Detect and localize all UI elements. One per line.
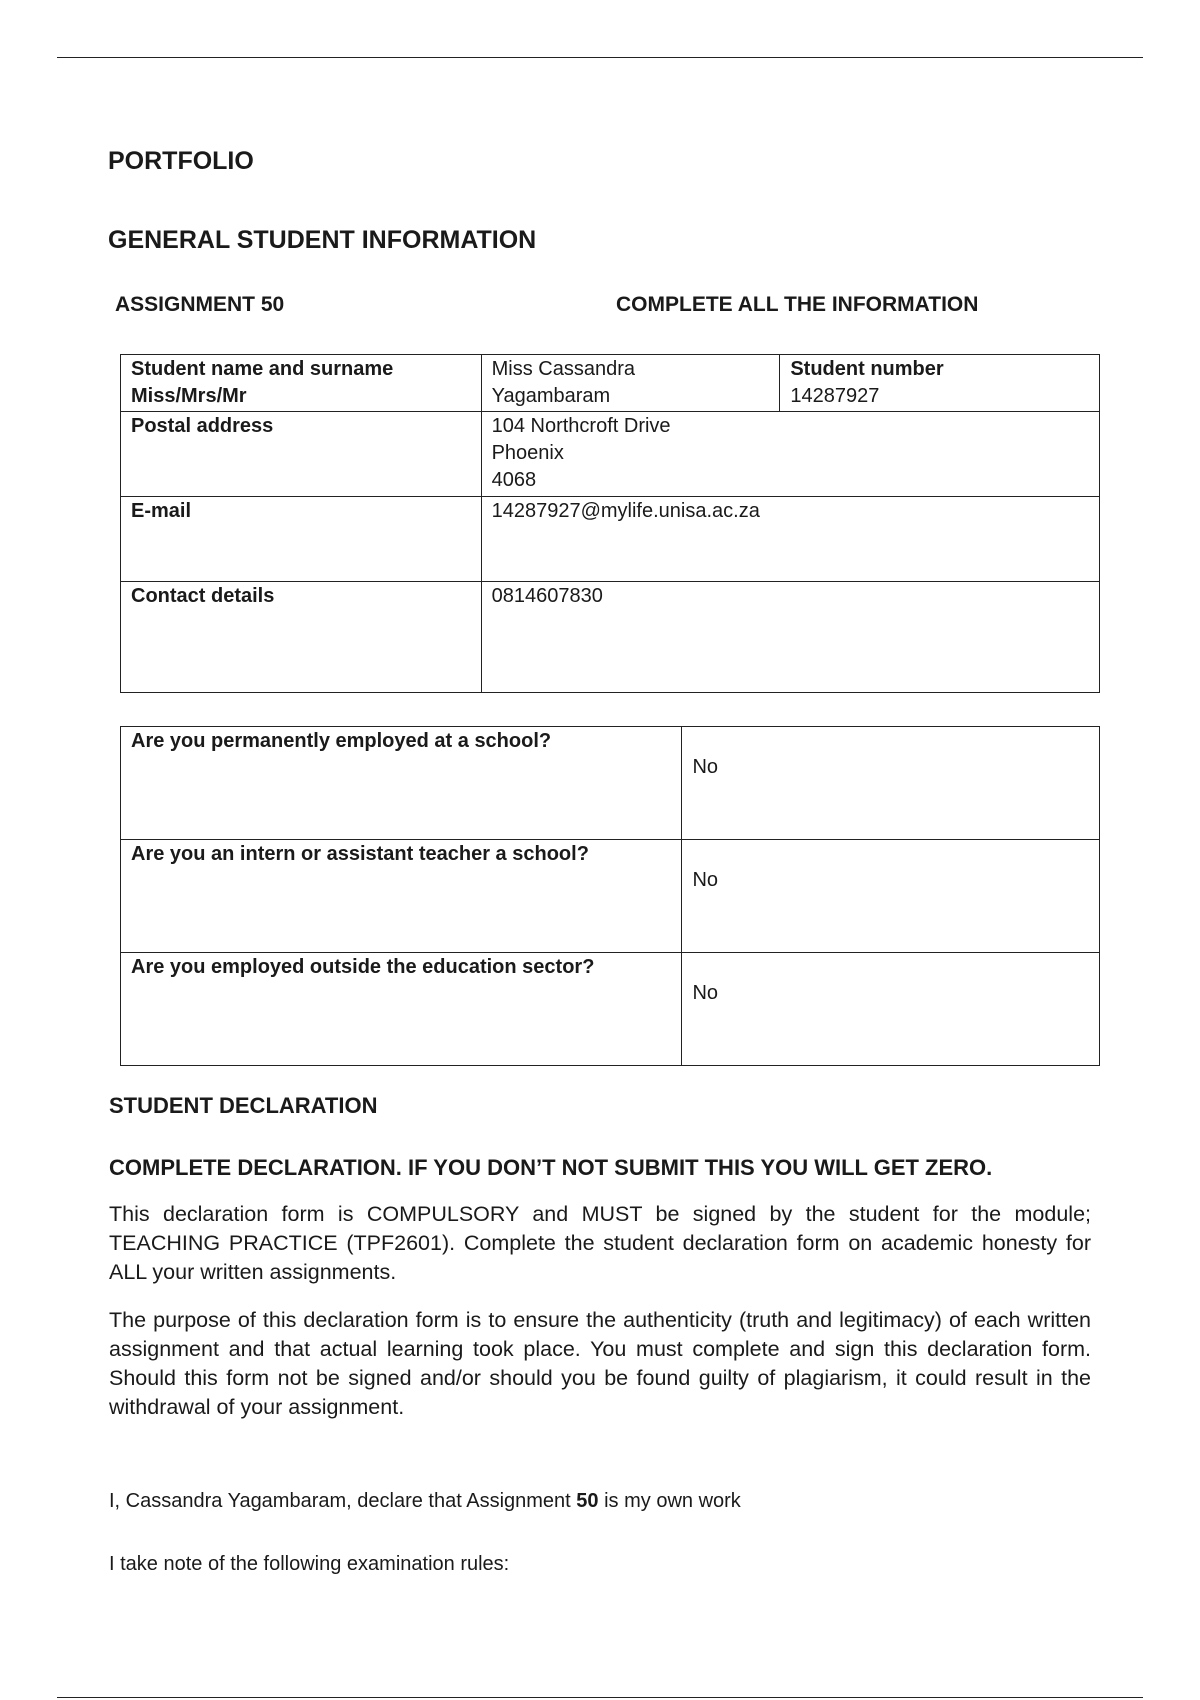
postal-label: Postal address <box>121 412 482 497</box>
employment-question: Are you an intern or assistant teacher a school? <box>121 840 682 953</box>
bottom-rule <box>57 1697 1143 1698</box>
section-title-general-info: GENERAL STUDENT INFORMATION <box>108 226 537 254</box>
employment-answer: No <box>692 982 719 1004</box>
table-row <box>121 953 1100 1066</box>
name-value-cell <box>481 355 780 412</box>
instruction-label: COMPLETE ALL THE INFORMATION <box>616 293 979 316</box>
table-row <box>121 582 1100 693</box>
declaration-statement <box>109 1490 741 1513</box>
page-title: PORTFOLIO <box>108 147 254 175</box>
statement-assignment-number: 50 <box>576 1490 599 1512</box>
assignment-label: ASSIGNMENT 50 <box>115 293 285 316</box>
employment-answer: No <box>692 756 719 778</box>
table-row <box>121 727 1100 840</box>
statement-suffix: is my own work <box>604 1490 741 1512</box>
employment-answer-cell <box>682 953 1100 1066</box>
contact-label: Contact details <box>121 582 482 693</box>
name-label-cell <box>121 355 482 412</box>
postal-line3: 4068 <box>491 469 537 491</box>
postal-line1: 104 Northcroft Drive <box>491 415 671 437</box>
declaration-paragraph-1: This declaration form is COMPULSORY and MUST be signed by the student for the module; TEACHING PRACTICE (TPF2601). Complete the student declaration form on academic honesty for ALL your written assignments. <box>109 1202 1091 1284</box>
employment-table <box>120 726 1100 1066</box>
name-value-line2: Yagambaram <box>491 385 611 407</box>
examination-rules-note: I take note of the following examination rules: <box>109 1553 510 1575</box>
table-row <box>121 497 1100 582</box>
employment-question: Are you employed outside the education sector? <box>121 953 682 1066</box>
student-number-value: 14287927 <box>790 385 880 407</box>
table-row <box>121 355 1100 412</box>
name-label-line1: Student name and surname <box>131 358 394 380</box>
employment-question: Are you permanently employed at a school? <box>121 727 682 840</box>
postal-value-cell <box>481 412 1099 497</box>
contact-value: 0814607830 <box>481 582 1099 693</box>
postal-line2: Phoenix <box>491 442 564 464</box>
statement-prefix: I, Cassandra Yagambaram, declare that Assignment <box>109 1490 571 1512</box>
declaration-paragraph-2: The purpose of this declaration form is to ensure the authenticity (truth and legitimacy) of each written assignment and that actual learning took place. You must complete and sign this declaration form. Should this form not be signed and/or should you be found guilty of plagiarism, it could result in the withdrawal of your assignment. <box>109 1308 1091 1419</box>
declaration-heading: STUDENT DECLARATION <box>109 1093 378 1118</box>
student-number-label: Student number <box>790 358 944 380</box>
employment-answer-cell <box>682 840 1100 953</box>
table-row <box>121 840 1100 953</box>
name-value-line1: Miss Cassandra <box>491 358 635 380</box>
email-label: E-mail <box>121 497 482 582</box>
student-info-table <box>120 354 1100 693</box>
employment-answer-cell <box>682 727 1100 840</box>
declaration-warning: COMPLETE DECLARATION. IF YOU DON’T NOT SUBMIT THIS YOU WILL GET ZERO. <box>109 1155 993 1180</box>
top-rule <box>57 57 1143 58</box>
email-value: 14287927@mylife.unisa.ac.za <box>481 497 1099 582</box>
name-label-line2: Miss/Mrs/Mr <box>131 385 247 407</box>
student-number-cell <box>780 355 1100 412</box>
table-row <box>121 412 1100 497</box>
employment-answer: No <box>692 869 719 891</box>
